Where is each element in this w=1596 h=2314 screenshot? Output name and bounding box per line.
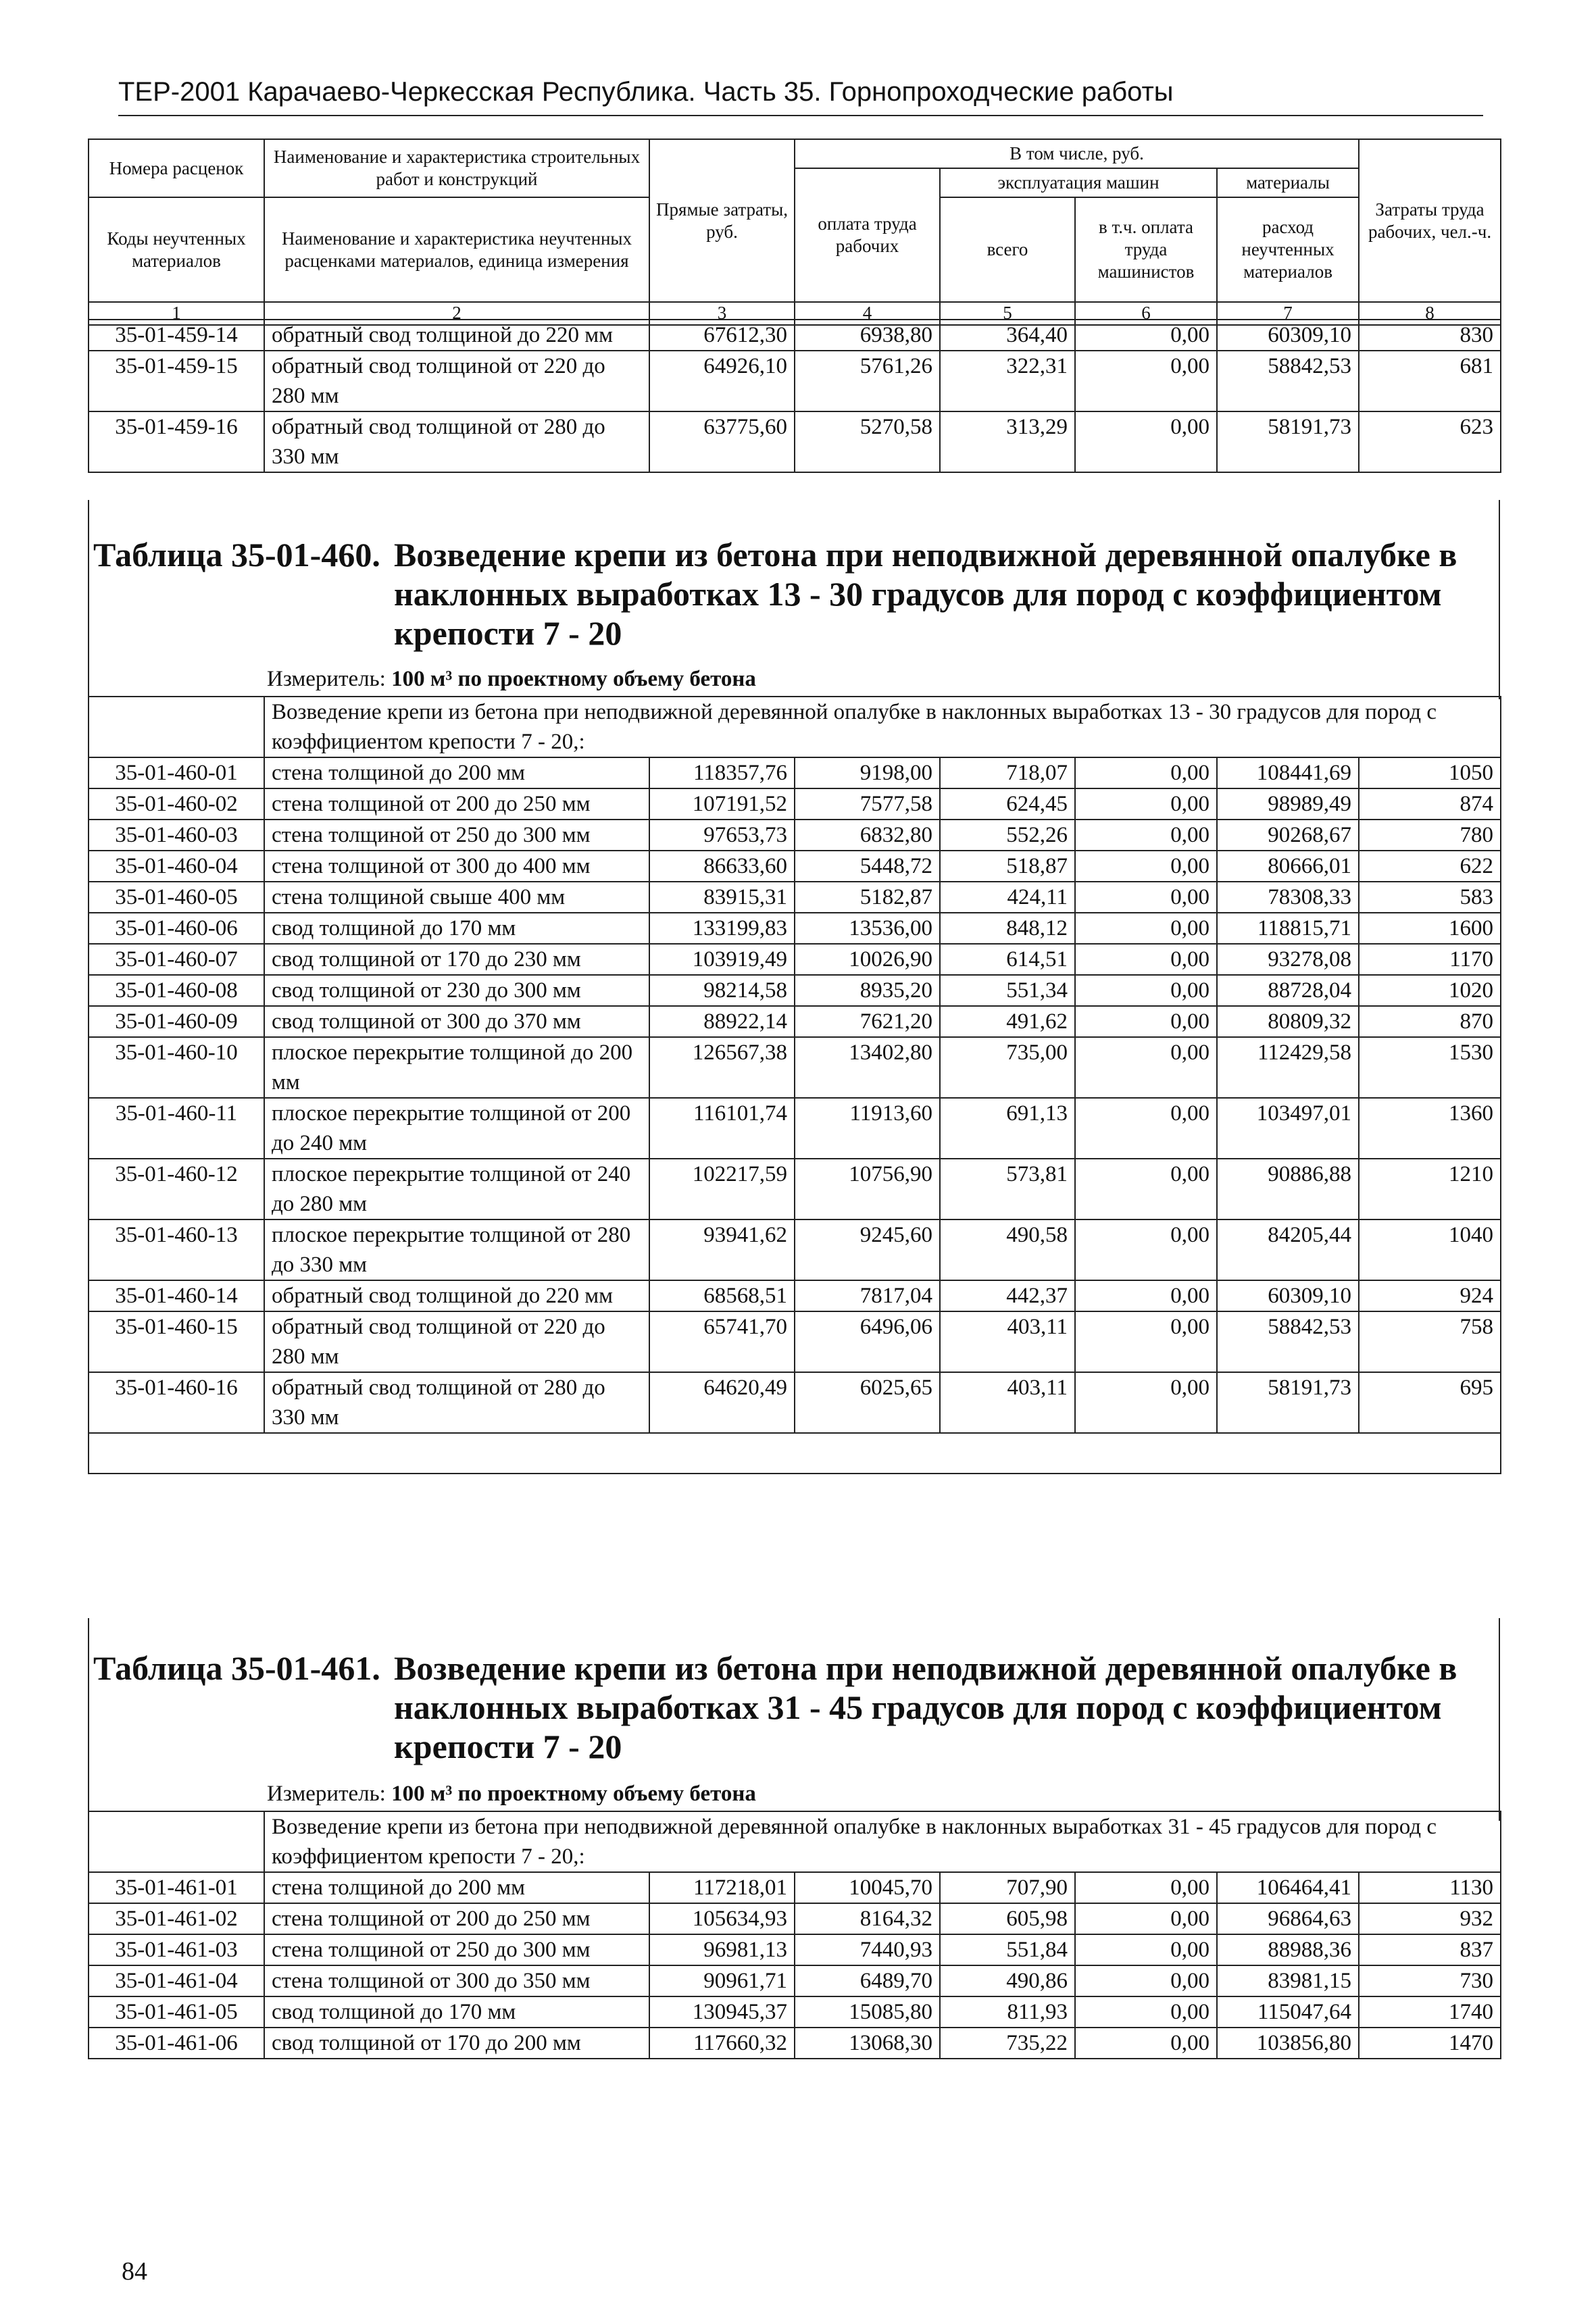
table-461-heading <box>93 1649 1492 1770</box>
labor-hours-cell: 1050 <box>1359 757 1501 788</box>
table-460-number: Таблица 35-01-460. <box>93 536 380 574</box>
work-name-cell: плоское перекрытие толщиной до 200 мм <box>264 1037 649 1098</box>
labor-hours-cell: 1470 <box>1359 2028 1501 2059</box>
rate-code-cell: 35-01-460-04 <box>89 851 264 882</box>
worker-pay-cell: 5761,26 <box>795 351 940 411</box>
machines-total-cell: 322,31 <box>940 351 1075 411</box>
table-461-meter <box>267 1780 756 1807</box>
operator-pay-cell: 0,00 <box>1075 2028 1217 2059</box>
direct-costs-cell: 126567,38 <box>649 1037 795 1098</box>
worker-pay-cell: 7621,20 <box>795 1006 940 1037</box>
direct-costs-cell: 97653,73 <box>649 820 795 851</box>
material-cost-cell: 108441,69 <box>1217 757 1359 788</box>
work-name-cell: стена толщиной от 200 до 250 мм <box>264 1903 649 1934</box>
table-461-number: Таблица 35-01-461. <box>93 1649 380 1687</box>
operator-pay-cell: 0,00 <box>1075 975 1217 1006</box>
table-row <box>89 757 1501 788</box>
direct-costs-cell: 116101,74 <box>649 1098 795 1159</box>
machines-total-cell: 552,26 <box>940 820 1075 851</box>
machines-total-cell: 691,13 <box>940 1098 1075 1159</box>
labor-hours-cell: 1040 <box>1359 1219 1501 1280</box>
rate-code-cell: 35-01-460-16 <box>89 1372 264 1433</box>
work-name-cell: стена толщиной от 250 до 300 мм <box>264 820 649 851</box>
meter-label: Измеритель: <box>267 1782 386 1806</box>
previous-table-rows <box>88 319 1501 473</box>
worker-pay-cell: 7577,58 <box>795 788 940 820</box>
table-row <box>89 1872 1501 1903</box>
material-cost-cell: 90886,88 <box>1217 1159 1359 1219</box>
material-cost-cell: 83981,15 <box>1217 1965 1359 1996</box>
table-row <box>89 1903 1501 1934</box>
operator-pay-cell: 0,00 <box>1075 1006 1217 1037</box>
material-cost-cell: 84205,44 <box>1217 1219 1359 1280</box>
worker-pay-cell: 15085,80 <box>795 1996 940 2028</box>
table-460 <box>88 696 1501 1474</box>
labor-hours-cell: 681 <box>1359 351 1501 411</box>
machines-total-cell: 442,37 <box>940 1280 1075 1311</box>
direct-costs-cell: 117218,01 <box>649 1872 795 1903</box>
material-cost-cell: 112429,58 <box>1217 1037 1359 1098</box>
col-number-8: 8 <box>1359 302 1501 325</box>
worker-pay-cell: 10026,90 <box>795 944 940 975</box>
material-cost-cell: 80809,32 <box>1217 1006 1359 1037</box>
table-row <box>89 2028 1501 2059</box>
machines-total-cell: 811,93 <box>940 1996 1075 2028</box>
work-name-cell: обратный свод толщиной до 220 мм <box>264 1280 649 1311</box>
worker-pay-cell: 13536,00 <box>795 913 940 944</box>
labor-hours-cell: 874 <box>1359 788 1501 820</box>
labor-hours-cell: 758 <box>1359 1311 1501 1372</box>
rate-code-cell: 35-01-461-03 <box>89 1934 264 1965</box>
table-row <box>89 1965 1501 1996</box>
operator-pay-cell: 0,00 <box>1075 851 1217 882</box>
machines-total-cell: 735,22 <box>940 2028 1075 2059</box>
rate-code-cell: 35-01-459-16 <box>89 411 264 472</box>
direct-costs-cell: 64926,10 <box>649 351 795 411</box>
work-name-cell: обратный свод толщиной до 220 мм <box>264 320 649 351</box>
col-number-7: 7 <box>1217 302 1359 325</box>
rate-code-cell: 35-01-460-13 <box>89 1219 264 1280</box>
labor-hours-cell: 1210 <box>1359 1159 1501 1219</box>
labor-hours-cell: 830 <box>1359 320 1501 351</box>
work-name-cell: стена толщиной от 300 до 400 мм <box>264 851 649 882</box>
table-461-title: Возведение крепи из бетона при неподвижной деревянной опалубке в наклонных выработках 31 - 45 градусов для пород с коэффициентом крепости 7 - 20 <box>394 1649 1457 1765</box>
work-name-cell: свод толщиной до 170 мм <box>264 1996 649 2028</box>
col-number-5: 5 <box>940 302 1075 325</box>
machines-total-cell: 551,84 <box>940 1934 1075 1965</box>
table-row <box>89 944 1501 975</box>
material-cost-cell: 96864,63 <box>1217 1903 1359 1934</box>
page-number: 84 <box>122 2257 147 2286</box>
table-row <box>89 351 1501 411</box>
col-header-machines-total: всего <box>940 197 1075 302</box>
worker-pay-cell: 5182,87 <box>795 882 940 913</box>
direct-costs-cell: 130945,37 <box>649 1996 795 2028</box>
work-name-cell: свод толщиной от 170 до 230 мм <box>264 944 649 975</box>
col-header-including: В том числе, руб. <box>795 139 1359 168</box>
table-row <box>89 1372 1501 1433</box>
labor-hours-cell: 1530 <box>1359 1037 1501 1098</box>
direct-costs-cell: 65741,70 <box>649 1311 795 1372</box>
table-row <box>89 1037 1501 1098</box>
machines-total-cell: 491,62 <box>940 1006 1075 1037</box>
direct-costs-cell: 67612,30 <box>649 320 795 351</box>
worker-pay-cell: 10756,90 <box>795 1159 940 1219</box>
rate-code-cell: 35-01-460-03 <box>89 820 264 851</box>
rate-code-cell: 35-01-460-06 <box>89 913 264 944</box>
worker-pay-cell: 9198,00 <box>795 757 940 788</box>
machines-total-cell: 605,98 <box>940 1903 1075 1934</box>
table-row <box>89 788 1501 820</box>
material-cost-cell: 115047,64 <box>1217 1996 1359 2028</box>
direct-costs-cell: 133199,83 <box>649 913 795 944</box>
labor-hours-cell: 837 <box>1359 1934 1501 1965</box>
machines-total-cell: 403,11 <box>940 1311 1075 1372</box>
table-row <box>89 1159 1501 1219</box>
rate-code-cell: 35-01-460-11 <box>89 1098 264 1159</box>
rate-code-cell: 35-01-460-09 <box>89 1006 264 1037</box>
direct-costs-cell: 96981,13 <box>649 1934 795 1965</box>
table-460-meter <box>267 665 756 693</box>
rate-code-cell: 35-01-459-15 <box>89 351 264 411</box>
frame-left-461 <box>88 1618 89 1821</box>
operator-pay-cell: 0,00 <box>1075 757 1217 788</box>
material-cost-cell: 58191,73 <box>1217 411 1359 472</box>
operator-pay-cell: 0,00 <box>1075 1280 1217 1311</box>
labor-hours-cell: 780 <box>1359 820 1501 851</box>
table-row <box>89 1311 1501 1372</box>
rate-code-cell: 35-01-460-14 <box>89 1280 264 1311</box>
material-cost-cell: 58842,53 <box>1217 1311 1359 1372</box>
machines-total-cell: 573,81 <box>940 1159 1075 1219</box>
frame-right-461 <box>1499 1618 1500 1821</box>
work-name-cell: плоское перекрытие толщиной от 280 до 330 мм <box>264 1219 649 1280</box>
rate-code-cell: 35-01-460-02 <box>89 788 264 820</box>
machines-total-cell: 614,51 <box>940 944 1075 975</box>
work-name-cell: стена толщиной свыше 400 мм <box>264 882 649 913</box>
material-cost-cell: 60309,10 <box>1217 1280 1359 1311</box>
table-row <box>89 975 1501 1006</box>
column-header-table <box>88 139 1501 326</box>
material-cost-cell: 58191,73 <box>1217 1372 1359 1433</box>
direct-costs-cell: 88922,14 <box>649 1006 795 1037</box>
labor-hours-cell: 924 <box>1359 1280 1501 1311</box>
direct-costs-cell: 117660,32 <box>649 2028 795 2059</box>
worker-pay-cell: 7817,04 <box>795 1280 940 1311</box>
col-header-operator-pay: в т.ч. оплата труда машинистов <box>1075 197 1217 302</box>
table-row <box>89 320 1501 351</box>
work-name-cell: свод толщиной от 300 до 370 мм <box>264 1006 649 1037</box>
worker-pay-cell: 6025,65 <box>795 1372 940 1433</box>
operator-pay-cell: 0,00 <box>1075 351 1217 411</box>
labor-hours-cell: 1020 <box>1359 975 1501 1006</box>
table-460-title: Возведение крепи из бетона при неподвижной деревянной опалубке в наклонных выработках 13 - 30 градусов для пород с коэффициентом крепости 7 - 20 <box>394 536 1457 652</box>
col-number-4: 4 <box>795 302 940 325</box>
direct-costs-cell: 98214,58 <box>649 975 795 1006</box>
work-name-cell: стена толщиной до 200 мм <box>264 1872 649 1903</box>
work-name-cell: плоское перекрытие толщиной от 240 до 280 мм <box>264 1159 649 1219</box>
rate-code-cell: 35-01-460-12 <box>89 1159 264 1219</box>
direct-costs-cell: 118357,76 <box>649 757 795 788</box>
worker-pay-cell: 8164,32 <box>795 1903 940 1934</box>
operator-pay-cell: 0,00 <box>1075 1872 1217 1903</box>
worker-pay-cell: 6496,06 <box>795 1311 940 1372</box>
table-row <box>89 1934 1501 1965</box>
direct-costs-cell: 93941,62 <box>649 1219 795 1280</box>
machines-total-cell: 551,34 <box>940 975 1075 1006</box>
worker-pay-cell: 5448,72 <box>795 851 940 882</box>
machines-total-cell: 718,07 <box>940 757 1075 788</box>
work-name-cell: стена толщиной от 250 до 300 мм <box>264 1934 649 1965</box>
col-header-materials: материалы <box>1217 168 1359 197</box>
col-number-1: 1 <box>89 302 264 325</box>
machines-total-cell: 424,11 <box>940 882 1075 913</box>
col-header-machines: эксплуатация машин <box>940 168 1217 197</box>
worker-pay-cell: 11913,60 <box>795 1098 940 1159</box>
operator-pay-cell: 0,00 <box>1075 1903 1217 1934</box>
operator-pay-cell: 0,00 <box>1075 820 1217 851</box>
rate-code-cell: 35-01-461-04 <box>89 1965 264 1996</box>
labor-hours-cell: 1130 <box>1359 1872 1501 1903</box>
col-header-direct-costs: Прямые затраты, руб. <box>649 139 795 302</box>
direct-costs-cell: 105634,93 <box>649 1903 795 1934</box>
table-row <box>89 1219 1501 1280</box>
material-cost-cell: 88988,36 <box>1217 1934 1359 1965</box>
col-number-6: 6 <box>1075 302 1217 325</box>
operator-pay-cell: 0,00 <box>1075 1037 1217 1098</box>
direct-costs-cell: 83915,31 <box>649 882 795 913</box>
labor-hours-cell: 730 <box>1359 1965 1501 1996</box>
table-461-section: Возведение крепи из бетона при неподвижной деревянной опалубке в наклонных выработках 31 - 45 градусов для пород с коэффициентом крепости 7 - 20,: <box>264 1811 1501 1872</box>
rate-code-cell: 35-01-460-05 <box>89 882 264 913</box>
machines-total-cell: 518,87 <box>940 851 1075 882</box>
rate-code-cell: 35-01-460-07 <box>89 944 264 975</box>
machines-total-cell: 313,29 <box>940 411 1075 472</box>
table-row <box>89 1006 1501 1037</box>
work-name-cell: плоское перекрытие толщиной от 200 до 240 мм <box>264 1098 649 1159</box>
material-cost-cell: 58842,53 <box>1217 351 1359 411</box>
work-name-cell: стена толщиной от 300 до 350 мм <box>264 1965 649 1996</box>
direct-costs-cell: 107191,52 <box>649 788 795 820</box>
meter-label: Измеритель: <box>267 667 386 691</box>
operator-pay-cell: 0,00 <box>1075 1098 1217 1159</box>
table-row <box>89 1280 1501 1311</box>
rate-code-cell: 35-01-461-06 <box>89 2028 264 2059</box>
rate-code-cell: 35-01-459-14 <box>89 320 264 351</box>
operator-pay-cell: 0,00 <box>1075 1934 1217 1965</box>
machines-total-cell: 735,00 <box>940 1037 1075 1098</box>
table-row <box>89 411 1501 472</box>
table-row <box>89 1996 1501 2028</box>
rate-code-cell: 35-01-461-05 <box>89 1996 264 2028</box>
col-header-material-codes: Коды неучтенных материалов <box>89 197 264 302</box>
col-header-material-names: Наименование и характеристика неучтенных расценками материалов, единица измерения <box>264 197 649 302</box>
table-460-heading <box>93 535 1492 657</box>
frame-left-460 <box>88 500 89 699</box>
worker-pay-cell: 9245,60 <box>795 1219 940 1280</box>
work-name-cell: обратный свод толщиной от 220 до 280 мм <box>264 351 649 411</box>
table-row <box>89 1098 1501 1159</box>
work-name-cell: свод толщиной от 230 до 300 мм <box>264 975 649 1006</box>
operator-pay-cell: 0,00 <box>1075 1372 1217 1433</box>
worker-pay-cell: 6938,80 <box>795 320 940 351</box>
labor-hours-cell: 1360 <box>1359 1098 1501 1159</box>
col-header-work-name: Наименование и характеристика строительных работ и конструкций <box>264 139 649 197</box>
material-cost-cell: 90268,67 <box>1217 820 1359 851</box>
col-number-2: 2 <box>264 302 649 325</box>
operator-pay-cell: 0,00 <box>1075 882 1217 913</box>
col-header-labor-hours: Затраты труда рабочих, чел.-ч. <box>1359 139 1501 302</box>
machines-total-cell: 707,90 <box>940 1872 1075 1903</box>
direct-costs-cell: 86633,60 <box>649 851 795 882</box>
machines-total-cell: 848,12 <box>940 913 1075 944</box>
material-cost-cell: 80666,01 <box>1217 851 1359 882</box>
work-name-cell: свод толщиной до 170 мм <box>264 913 649 944</box>
labor-hours-cell: 870 <box>1359 1006 1501 1037</box>
work-name-cell: свод толщиной от 170 до 200 мм <box>264 2028 649 2059</box>
labor-hours-cell: 1740 <box>1359 1996 1501 2028</box>
direct-costs-cell: 68568,51 <box>649 1280 795 1311</box>
col-number-3: 3 <box>649 302 795 325</box>
material-cost-cell: 106464,41 <box>1217 1872 1359 1903</box>
operator-pay-cell: 0,00 <box>1075 1159 1217 1219</box>
machines-total-cell: 490,58 <box>940 1219 1075 1280</box>
labor-hours-cell: 932 <box>1359 1903 1501 1934</box>
rate-code-cell: 35-01-460-08 <box>89 975 264 1006</box>
rate-code-cell: 35-01-461-02 <box>89 1903 264 1934</box>
work-name-cell: стена толщиной до 200 мм <box>264 757 649 788</box>
direct-costs-cell: 102217,59 <box>649 1159 795 1219</box>
worker-pay-cell: 5270,58 <box>795 411 940 472</box>
worker-pay-cell: 8935,20 <box>795 975 940 1006</box>
operator-pay-cell: 0,00 <box>1075 788 1217 820</box>
labor-hours-cell: 623 <box>1359 411 1501 472</box>
worker-pay-cell: 7440,93 <box>795 1934 940 1965</box>
col-header-rates: Номера расценок <box>89 139 264 197</box>
worker-pay-cell: 10045,70 <box>795 1872 940 1903</box>
operator-pay-cell: 0,00 <box>1075 913 1217 944</box>
material-cost-cell: 103856,80 <box>1217 2028 1359 2059</box>
machines-total-cell: 490,86 <box>940 1965 1075 1996</box>
direct-costs-cell: 103919,49 <box>649 944 795 975</box>
labor-hours-cell: 695 <box>1359 1372 1501 1433</box>
operator-pay-cell: 0,00 <box>1075 1965 1217 1996</box>
material-cost-cell: 88728,04 <box>1217 975 1359 1006</box>
rate-code-cell: 35-01-461-01 <box>89 1872 264 1903</box>
direct-costs-cell: 64620,49 <box>649 1372 795 1433</box>
worker-pay-cell: 13402,80 <box>795 1037 940 1098</box>
meter-value: 100 м³ по проектному объему бетона <box>391 1782 756 1806</box>
operator-pay-cell: 0,00 <box>1075 1311 1217 1372</box>
worker-pay-cell: 6832,80 <box>795 820 940 851</box>
table-row <box>89 820 1501 851</box>
operator-pay-cell: 0,00 <box>1075 944 1217 975</box>
operator-pay-cell: 0,00 <box>1075 1996 1217 2028</box>
material-cost-cell: 103497,01 <box>1217 1098 1359 1159</box>
table-row <box>89 882 1501 913</box>
labor-hours-cell: 583 <box>1359 882 1501 913</box>
operator-pay-cell: 0,00 <box>1075 1219 1217 1280</box>
operator-pay-cell: 0,00 <box>1075 320 1217 351</box>
work-name-cell: стена толщиной от 200 до 250 мм <box>264 788 649 820</box>
rate-code-cell: 35-01-460-15 <box>89 1311 264 1372</box>
material-cost-cell: 60309,10 <box>1217 320 1359 351</box>
worker-pay-cell: 13068,30 <box>795 2028 940 2059</box>
rate-code-cell: 35-01-460-10 <box>89 1037 264 1098</box>
machines-total-cell: 624,45 <box>940 788 1075 820</box>
meter-value: 100 м³ по проектному объему бетона <box>391 667 756 691</box>
direct-costs-cell: 63775,60 <box>649 411 795 472</box>
material-cost-cell: 93278,08 <box>1217 944 1359 975</box>
table-461 <box>88 1811 1501 2059</box>
labor-hours-cell: 1600 <box>1359 913 1501 944</box>
table-row <box>89 913 1501 944</box>
machines-total-cell: 403,11 <box>940 1372 1075 1433</box>
labor-hours-cell: 1170 <box>1359 944 1501 975</box>
machines-total-cell: 364,40 <box>940 320 1075 351</box>
col-header-worker-pay: оплата труда рабочих <box>795 168 940 302</box>
material-cost-cell: 118815,71 <box>1217 913 1359 944</box>
material-cost-cell: 78308,33 <box>1217 882 1359 913</box>
direct-costs-cell: 90961,71 <box>649 1965 795 1996</box>
worker-pay-cell: 6489,70 <box>795 1965 940 1996</box>
labor-hours-cell: 622 <box>1359 851 1501 882</box>
col-header-material-usage: расход неучтенных материалов <box>1217 197 1359 302</box>
work-name-cell: обратный свод толщиной от 220 до 280 мм <box>264 1311 649 1372</box>
material-cost-cell: 98989,49 <box>1217 788 1359 820</box>
operator-pay-cell: 0,00 <box>1075 411 1217 472</box>
table-row <box>89 851 1501 882</box>
work-name-cell: обратный свод толщиной от 280 до 330 мм <box>264 411 649 472</box>
work-name-cell: обратный свод толщиной от 280 до 330 мм <box>264 1372 649 1433</box>
table-460-section: Возведение крепи из бетона при неподвижной деревянной опалубке в наклонных выработках 13 - 30 градусов для пород с коэффициентом крепости 7 - 20,: <box>264 697 1501 757</box>
page-header: ТЕР-2001 Карачаево-Черкесская Республика. Часть 35. Горнопроходческие работы <box>118 76 1483 116</box>
rate-code-cell: 35-01-460-01 <box>89 757 264 788</box>
